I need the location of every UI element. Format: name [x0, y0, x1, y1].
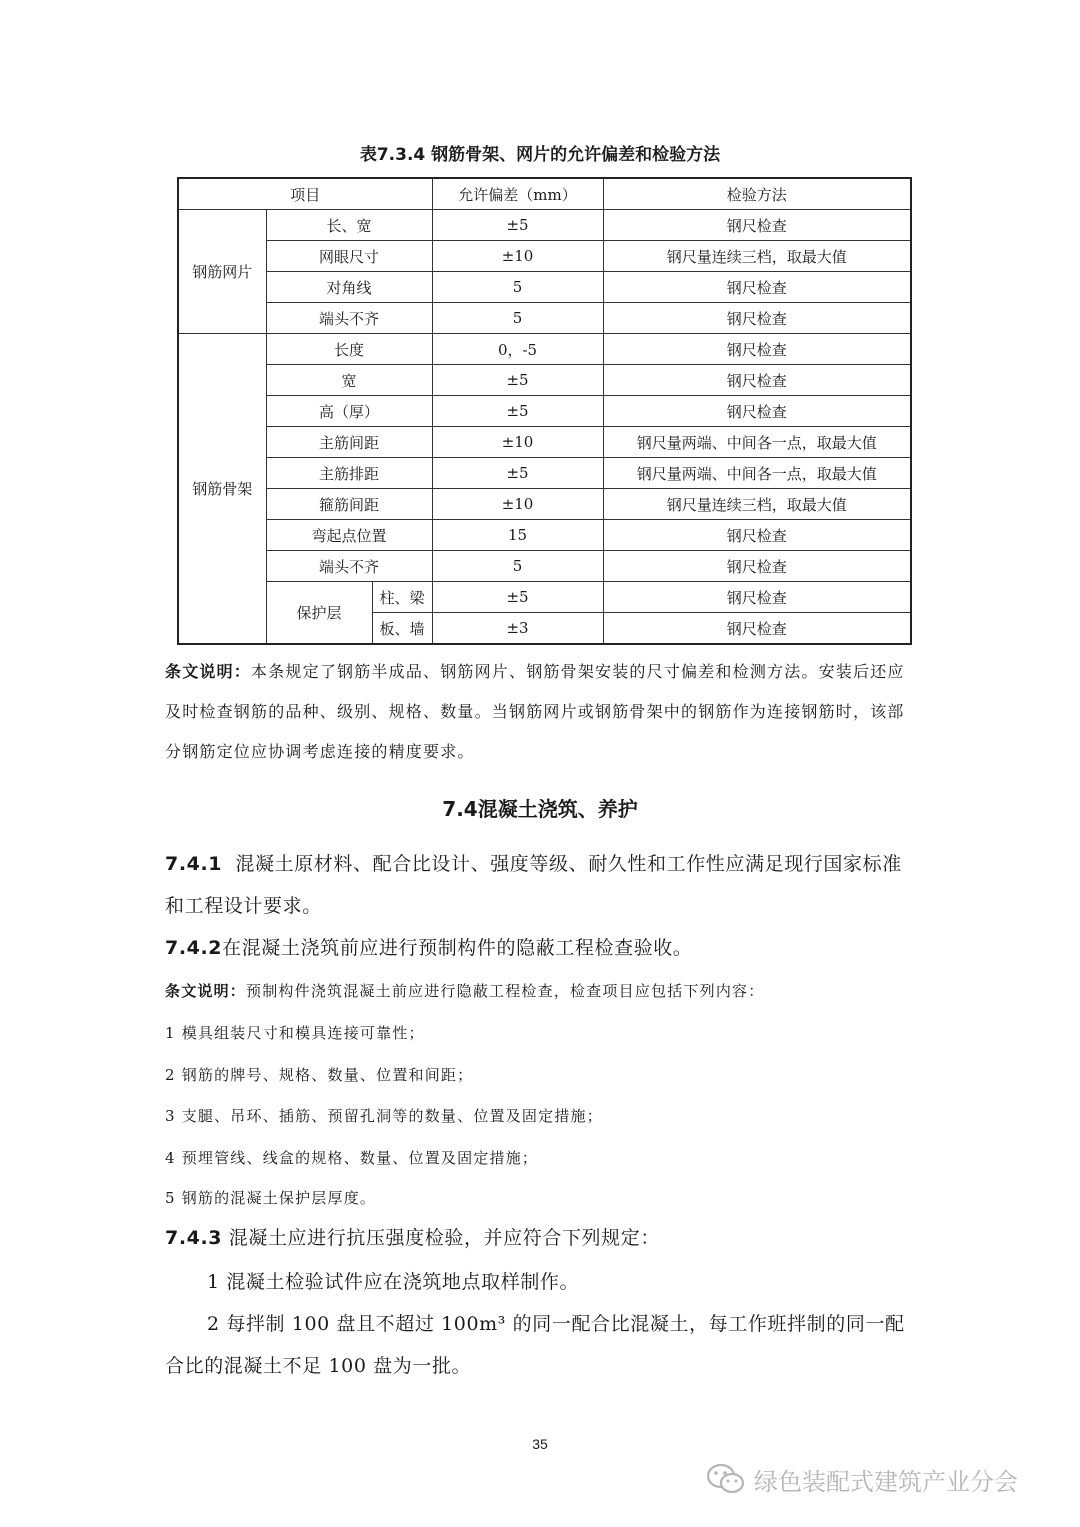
cell-method: 钢尺量两端、中间各一点，取最大值 [603, 427, 911, 458]
clause-text: 混凝土应进行抗压强度检验，并应符合下列规定： [228, 1227, 660, 1249]
cell-item: 主筋间距 [266, 427, 432, 458]
cell-tolerance: ±10 [432, 427, 603, 458]
cell-method: 钢尺检查 [603, 210, 911, 241]
section-heading: 7.4混凝土浇筑、养护 [442, 797, 638, 821]
list-item: 4 预埋管线、线盒的规格、数量、位置及固定措施； [165, 1149, 539, 1167]
cell-subitem: 柱、梁 [372, 582, 432, 613]
cell-tolerance: ±3 [432, 613, 603, 645]
table-row [178, 520, 911, 551]
cell-tolerance: ±5 [432, 396, 603, 427]
cell-item: 箍筋间距 [266, 489, 432, 520]
table-row [178, 365, 911, 396]
cell-method: 钢尺量连续三档，取最大值 [603, 489, 911, 520]
header-item: 项目 [178, 178, 432, 210]
note-label: 条文说明： [165, 662, 252, 681]
clause-7-4-1 [165, 843, 920, 927]
wechat-icon [706, 1462, 746, 1496]
table-caption: 表7.3.4 钢筋骨架、网片的允许偏差和检验方法 [359, 145, 721, 165]
cell-method: 钢尺检查 [603, 551, 911, 582]
table-row [178, 551, 911, 582]
cell-item: 端头不齐 [266, 303, 432, 334]
cell-item: 网眼尺寸 [266, 241, 432, 272]
table-row [178, 489, 911, 520]
cell-tolerance: 15 [432, 520, 603, 551]
cell-method: 钢尺量两端、中间各一点，取最大值 [603, 458, 911, 489]
cell-method: 钢尺检查 [603, 396, 911, 427]
cell-method: 钢尺检查 [603, 613, 911, 645]
cell-method: 钢尺量连续三档，取最大值 [603, 241, 911, 272]
cell-method: 钢尺检查 [603, 303, 911, 334]
cell-tolerance: 5 [432, 551, 603, 582]
cell-tolerance: 5 [432, 272, 603, 303]
watermark [706, 1459, 1018, 1499]
note-text: 预制构件浇筑混凝土前应进行隐蔽工程检查，检查项目应包括下列内容： [246, 982, 765, 1000]
cell-method: 钢尺检查 [603, 520, 911, 551]
header-method: 检验方法 [603, 178, 911, 210]
cell-item: 长、宽 [266, 210, 432, 241]
cell-tolerance: 5 [432, 303, 603, 334]
list-item: 1 模具组装尺寸和模具连接可靠性； [165, 1024, 425, 1042]
rule-item: 2 每拌制 100 盘且不超过 100m³ 的同一配合比混凝土，每工作班拌制的同一配合比的混凝土不足 100 盘为一批。 [165, 1313, 905, 1377]
watermark-text: 绿色装配式建筑产业分会 [754, 1467, 1018, 1496]
cell-subitem: 板、墙 [372, 613, 432, 645]
list-item: 5 钢筋的混凝土保护层厚度。 [165, 1189, 377, 1207]
list-item: 2 钢筋的牌号、规格、数量、位置和间距； [165, 1066, 474, 1084]
clause-text: 在混凝土浇筑前应进行预制构件的隐蔽工程检查验收。 [222, 937, 693, 959]
clause-number: 7.4.2 [165, 937, 223, 959]
rule-item: 1 混凝土检验试件应在浇筑地点取样制作。 [207, 1271, 580, 1293]
explanation-note-2 [165, 980, 920, 1001]
note-label: 条文说明： [165, 982, 247, 1000]
table-row [178, 427, 911, 458]
table-row [178, 458, 911, 489]
table-row [178, 241, 911, 272]
cell-tolerance: ±10 [432, 489, 603, 520]
table-row [178, 303, 911, 334]
cell-tolerance: ±5 [432, 582, 603, 613]
group-name-mesh: 钢筋网片 [178, 210, 266, 334]
cell-method: 钢尺检查 [603, 365, 911, 396]
cell-tolerance: 0，-5 [432, 334, 603, 365]
note-text: 本条规定了钢筋半成品、钢筋网片、钢筋骨架安装的尺寸偏差和检测方法。安装后还应及时检查钢筋的品种、级别、规格、数量。当钢筋网片或钢筋骨架中的钢筋作为连接钢筋时，该部分钢筋定位应协调考虑连接的精度要求。 [165, 662, 905, 761]
page-number: 35 [532, 1436, 548, 1452]
cell-tolerance: ±5 [432, 458, 603, 489]
cell-item: 主筋排距 [266, 458, 432, 489]
tolerance-table [177, 177, 912, 645]
clause-number: 7.4.3 [165, 1227, 223, 1249]
cell-item: 宽 [266, 365, 432, 396]
table-row [178, 396, 911, 427]
cover-group-name: 保护层 [266, 582, 372, 645]
header-tolerance: 允许偏差（mm） [432, 178, 603, 210]
cell-item: 对角线 [266, 272, 432, 303]
cell-method: 钢尺检查 [603, 334, 911, 365]
table-header-row [178, 178, 911, 210]
cell-item: 弯起点位置 [266, 520, 432, 551]
cell-tolerance: ±10 [432, 241, 603, 272]
clause-7-4-3 [165, 1217, 920, 1259]
explanation-note-1 [165, 652, 917, 772]
table-row [178, 272, 911, 303]
table-row [178, 334, 911, 365]
cell-method: 钢尺检查 [603, 272, 911, 303]
cell-tolerance: ±5 [432, 365, 603, 396]
clause-7-4-2 [165, 927, 920, 969]
clause-number: 7.4.1 [165, 853, 223, 875]
cell-item: 高（厚） [266, 396, 432, 427]
cell-tolerance: ±5 [432, 210, 603, 241]
cell-method: 钢尺检查 [603, 582, 911, 613]
list-item: 3 支腿、吊环、插筋、预留孔洞等的数量、位置及固定措施； [165, 1107, 603, 1125]
table-row [178, 210, 911, 241]
cell-item: 长度 [266, 334, 432, 365]
table-row [178, 582, 911, 613]
clause-text: 混凝土原材料、配合比设计、强度等级、耐久性和工作性应满足现行国家标准和工程设计要求。 [165, 853, 902, 917]
cell-item: 端头不齐 [266, 551, 432, 582]
group-name-cage: 钢筋骨架 [178, 334, 266, 645]
